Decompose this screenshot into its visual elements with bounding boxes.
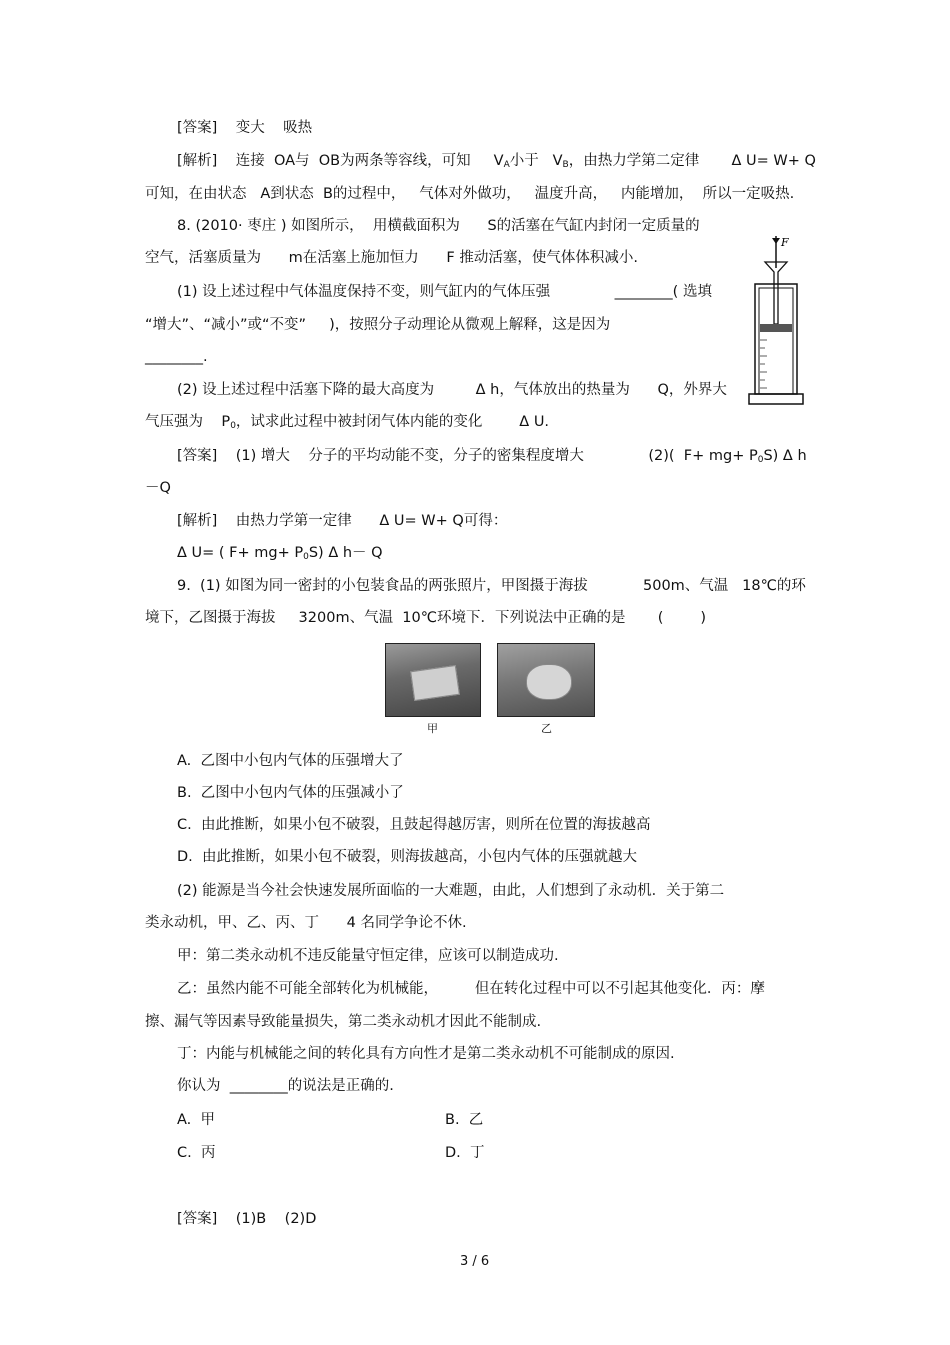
q8-analysis-line-1: [解析] 由热力学第一定律 Δ U= W+ Q可得： <box>177 513 508 529</box>
q8-part2-line-1: (2) 设上述过程中活塞下降的最大高度为 Δ h，气体放出的热量为 Q，外界大 <box>177 382 727 398</box>
q8-part2-text-b: ，试求此过程中被封闭气体内能的变化 Δ U. <box>235 414 550 430</box>
q8-answer-line-2: －Q <box>145 480 171 496</box>
q8-part2-sub: 0 <box>230 421 236 431</box>
q8-answer-line-1 <box>177 446 807 470</box>
scale-marks <box>760 340 767 388</box>
q7-analysis-line-2: 可知，在由状态 A到状态 B的过程中， 气体对外做功， 温度升高， 内能增加， 所以一定吸热. <box>145 186 795 202</box>
q9-line-2: 境下，乙图摄于海拔 3200m、气温 10℃环境下．下列说法中正确的是 ( ) <box>145 610 706 626</box>
q9-part2-option-b: B. 乙 <box>445 1112 484 1128</box>
q9-part2-option-d: D. 丁 <box>445 1145 485 1161</box>
cylinder-piston-figure <box>745 232 815 412</box>
q8-analysis-text-a: Δ U= ( F+ mg+ P <box>177 545 304 561</box>
cylinder-base <box>749 394 803 404</box>
q8-line-1: 8. (2010· 枣庄 ) 如图所示， 用横截面积为 S的活塞在气缸内封闭一定质量的 <box>177 218 700 234</box>
q8-part1-line-1: (1) 设上述过程中气体温度保持不变，则气缸内的气体压强 ________( 选填 <box>177 284 712 300</box>
photo-yi <box>497 643 595 717</box>
q9-part2-line-2: 类永动机，甲、乙、丙、丁 4 名同学争论不休. <box>145 915 467 931</box>
photo-caption-jia: 甲 <box>427 722 438 735</box>
piston <box>760 324 792 332</box>
q9-line-1: 9. (1) 如图为同一密封的小包装食品的两张照片，甲图摄于海拔 500m、气温 18℃的环 <box>177 578 806 594</box>
q9-statement-yi-line-2: 擦、漏气等因素导致能量损失，第二类永动机才因此不能制成. <box>145 1014 542 1030</box>
snack-package-flat <box>410 665 460 701</box>
q9-option-a: A. 乙图中小包内气体的压强增大了 <box>177 753 404 769</box>
q9-statement-yi-line-1: 乙：虽然内能不可能全部转化为机械能， 但在转化过程中可以不引起其他变化．丙：摩 <box>177 981 765 997</box>
q9-prompt: 你认为 ________的说法是正确的. <box>177 1078 394 1094</box>
q9-option-c: C. 由此推断，如果小包不破裂，且鼓起得越厉害，则所在位置的海拔越高 <box>177 817 651 833</box>
q7-analysis-text-c: ，由热力学第二定律 Δ U= W+ Q <box>568 153 816 169</box>
force-arrow-head <box>772 238 780 244</box>
q9-part2-option-c: C. 丙 <box>177 1145 216 1161</box>
q7-sub-b: B <box>562 160 569 170</box>
q8-analysis-line-2 <box>177 543 383 567</box>
q7-analysis-line-1 <box>177 151 816 175</box>
page-number: 3 / 6 <box>460 1254 490 1269</box>
q9-option-d: D. 由此推断，如果小包不破裂，则海拔越高，小包内气体的压强就越大 <box>177 849 637 865</box>
q7-sub-a: A <box>503 160 510 170</box>
q9-part2-line-1: (2) 能源是当今社会快速发展所面临的一大难题，由此，人们想到了永动机．关于第二 <box>177 883 725 899</box>
q8-part2-line-2 <box>145 412 549 436</box>
snack-package-puffed <box>526 664 572 700</box>
photo-caption-yi: 乙 <box>541 722 552 735</box>
piston-handle <box>765 262 787 324</box>
cylinder-inner <box>759 288 793 394</box>
q7-answer: [答案] 变大 吸热 <box>177 120 313 136</box>
q9-answer: [答案] (1)B (2)D <box>177 1211 317 1227</box>
q8-answer-text-b: S) Δ h <box>763 448 807 464</box>
cylinder-outer <box>755 284 797 394</box>
q8-analysis-sub: 0 <box>303 552 309 562</box>
q8-part1-line-3: ________. <box>145 349 208 365</box>
q8-part2-text-a: 气压强为 P <box>145 414 231 430</box>
q8-analysis-text-b: S) Δ h－ Q <box>308 545 383 561</box>
q9-part2-option-a: A. 甲 <box>177 1112 215 1128</box>
q8-answer-text-a: [答案] (1) 增大 分子的平均动能不变，分子的密集程度增大 (2)( F+ mg+ P <box>177 448 758 464</box>
q8-line-2: 空气，活塞质量为 m在活塞上施加恒力 F 推动活塞，使气体体积减小. <box>145 250 638 266</box>
force-label: F <box>781 236 789 249</box>
q9-statement-ding: 丁：内能与机械能之间的转化具有方向性才是第二类永动机不可能制成的原因. <box>177 1046 675 1062</box>
photo-jia <box>385 643 481 717</box>
q9-option-b: B. 乙图中小包内气体的压强减小了 <box>177 785 404 801</box>
q7-analysis-text-a: [解析] 连接 OA与 OB为两条等容线，可知 V <box>177 153 504 169</box>
q8-part1-line-2: “增大”、“减小”或“不变” )，按照分子动理论从微观上解释，这是因为 <box>145 317 611 333</box>
q7-analysis-text-b: 小于 V <box>509 153 563 169</box>
q9-statement-jia: 甲：第二类永动机不违反能量守恒定律，应该可以制造成功. <box>177 948 559 964</box>
q8-answer-sub: 0 <box>757 455 764 465</box>
